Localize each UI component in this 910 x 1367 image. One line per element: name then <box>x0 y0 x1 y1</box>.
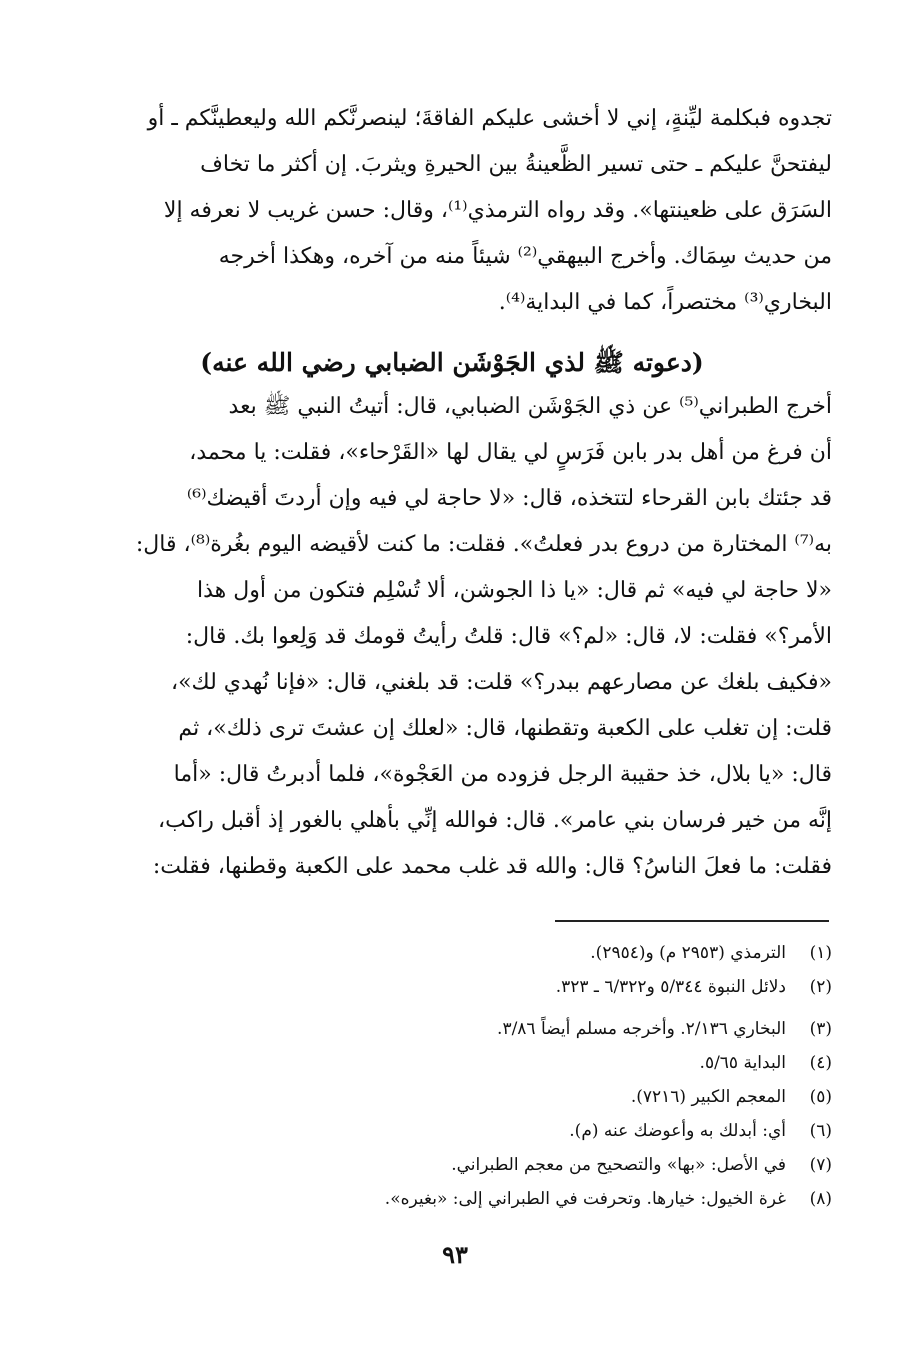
text-line: «لا حاجة لي فيه» ثم قال: «يا ذا الجوشن، ألا تُسْلِم فتكون من أول هذا <box>197 578 832 603</box>
section-heading: (دعوته ﷺ لذي الجَوْشَن الضبابي رضي الله عنه) <box>200 348 704 377</box>
text-line: إنَّه من خير فرسان بني عامر». قال: فوالله إنِّي بأهلي بالغور إذ أقبل راكب، <box>158 808 832 833</box>
footnote-item <box>72 1046 832 1080</box>
footnote-text: في الأصل: «بها» والتصحيح من معجم الطبراني. <box>451 1155 786 1175</box>
footnote-item <box>72 1148 832 1182</box>
page-number: ٩٣ <box>442 1240 468 1269</box>
footnote-number: (٢) <box>809 977 832 997</box>
footnote-number: (٣) <box>809 1019 832 1039</box>
paragraph-intro <box>72 96 832 326</box>
footnote-number: (١) <box>809 943 832 963</box>
footnote-text: الترمذي (٢٩٥٣ م) و(٢٩٥٤). <box>590 943 786 963</box>
text-line: قلت: إن تغلب على الكعبة وتقطنها، قال: «لعلك إن عشتَ ترى ذلك»، ثم <box>178 716 832 741</box>
text-line: به⁽⁷⁾ المختارة من دروع بدر فعلتُ». فقلت: ما كنت لأقيضه اليوم بغُرة⁽⁸⁾، قال: <box>135 532 832 557</box>
footnote-item <box>72 1080 832 1114</box>
paragraph-main <box>72 384 832 890</box>
text-line: أن فرغ من أهل بدر بابن فَرَسٍ لي يقال لها «القَرْحاء»، فقلت: يا محمد، <box>189 440 832 465</box>
footnote-text: أي: أبدلك به وأعوضك عنه (م). <box>569 1121 786 1141</box>
text-line: قال: «يا بلال، خذ حقيبة الرجل فزوده من العَجْوة»، فلما أدبرتُ قال: «أما <box>173 762 832 787</box>
footnote-item <box>72 1012 832 1046</box>
footnote-number: (٥) <box>809 1087 832 1107</box>
footnote-number: (٤) <box>809 1053 832 1073</box>
footnote-number: (٧) <box>809 1155 832 1175</box>
footnote-item <box>72 1114 832 1148</box>
footnote-number: (٦) <box>809 1121 832 1141</box>
footnote-text: البخاري ٢/١٣٦. وأخرجه مسلم أيضاً ٣/٨٦. <box>497 1019 786 1039</box>
footnote-number: (٨) <box>809 1189 832 1209</box>
footnote-item <box>72 970 832 1004</box>
text-line: السَرَق على ظعينتها». وقد رواه الترمذي⁽¹⁾، وقال: حسن غريب لا نعرفه إلا <box>163 198 832 223</box>
text-line: تجدوه فبكلمة ليِّنةٍ، إني لا أخشى عليكم الفاقةَ؛ لينصرنَّكم الله وليعطينَّكم ـ أو <box>147 106 832 131</box>
footnote-divider <box>555 920 829 922</box>
footnote-text: غرة الخيول: خيارها. وتحرفت في الطبراني إلى: «بغيره». <box>384 1189 786 1209</box>
text-line: ليفتحنَّ عليكم ـ حتى تسير الظَّعينةُ بين الحيرةِ ويثربَ. إن أكثر ما تخاف <box>200 152 832 177</box>
text-line: «فكيف بلغك عن مصارعهم ببدر؟» قلت: قد بلغني، قال: «فإنا نُهدي لك»، <box>171 670 832 695</box>
text-line: أخرج الطبراني⁽⁵⁾ عن ذي الجَوْشَن الضبابي، قال: أتيتُ النبي ﷺ بعد <box>228 394 832 419</box>
footnote-item <box>72 1182 832 1216</box>
footnote-text: البداية ٥/٦٥. <box>699 1053 786 1073</box>
text-line: من حديث سِمَاك. وأخرج البيهقي⁽²⁾ شيئاً منه من آخره، وهكذا أخرجه <box>218 244 832 269</box>
text-line: قد جئتك بابن القرحاء لتتخذه، قال: «لا حاجة لي فيه وإن أردتَ أقيضك⁽⁶⁾ <box>186 486 832 511</box>
footnote-item <box>72 936 832 970</box>
footnote-text: دلائل النبوة ٥/٣٤٤ و٦/٣٢٢ ـ ٣٢٣. <box>555 977 786 997</box>
text-line: البخاري⁽³⁾ مختصراً، كما في البداية⁽⁴⁾. <box>498 290 832 315</box>
text-line: الأمر؟» فقلت: لا، قال: «لم؟» قال: قلتُ رأيتُ قومك قد وَلِعوا بك. قال: <box>185 624 832 649</box>
footnote-text: المعجم الكبير (٧٢١٦). <box>630 1087 786 1107</box>
footnotes <box>72 936 832 1216</box>
text-line: فقلت: ما فعلَ الناسُ؟ قال: والله قد غلب محمد على الكعبة وقطنها، فقلت: <box>152 854 832 879</box>
